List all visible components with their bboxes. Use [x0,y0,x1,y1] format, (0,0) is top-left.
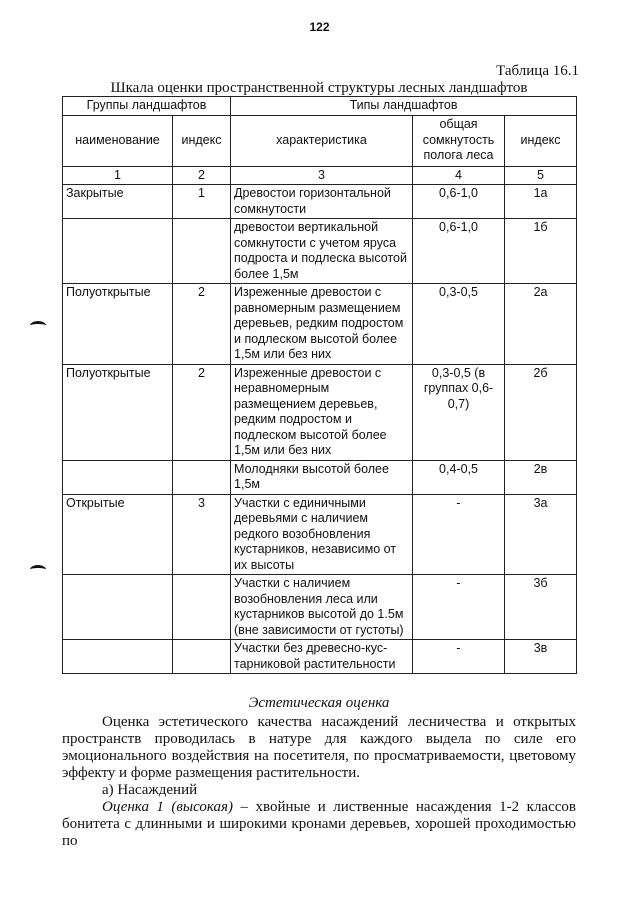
group-index-cell: 1 [173,185,231,219]
paragraph: Оценка эстетического качества насаждений лесничества и открытых пространств проводилась в натуре для каждого выдела по силе его эмоционального воздействия на посетителя, по просматриваемости, цветовому эффекту и форме размещения растительности. [62,714,576,781]
closure-cell: - [413,494,505,575]
header-index: индекс [173,115,231,166]
column-number: 4 [413,166,505,185]
table-label: Таблица 16.1 [496,63,579,79]
characteristic-cell: Изреженные древостои с неравномерным размещением деревьев, редким подростом и подлеском высотой более 1,5м или без них [231,364,413,460]
header-landscape-types: Типы ландшафтов [231,97,577,116]
header-closure: общая сомкнутость полога леса [413,115,505,166]
type-index-cell: 2а [505,284,577,365]
group-index-cell [173,575,231,640]
group-index-cell [173,640,231,674]
table-row [63,575,577,640]
table-column-number-row [63,166,577,185]
group-name-cell [63,640,173,674]
group-name-cell: Полуоткрытые [63,364,173,460]
table-row [63,219,577,284]
table-group-header-row [63,97,577,116]
characteristic-cell: древостои вертикальной сомкнутости с учетом яруса подроста и подлеска высотой более 1,5м [231,219,413,284]
type-index-cell: 2в [505,460,577,494]
table-row [63,185,577,219]
characteristic-cell: Участки с наличием возобновления леса или кустарников высотой до 1.5м (вне зависимости от густоты) [231,575,413,640]
rating-paragraph [62,799,576,850]
characteristic-cell: Древостои горизонтальной сомкнутости [231,185,413,219]
characteristic-cell: Молодняки высотой более 1,5м [231,460,413,494]
type-index-cell: 1б [505,219,577,284]
header-characteristic: характеристика [231,115,413,166]
group-name-cell: Полуоткрытые [63,284,173,365]
closure-cell: 0,3-0,5 (в группах 0,6-0,7) [413,364,505,460]
type-index-cell: 3в [505,640,577,674]
characteristic-cell: Изреженные древостои с равномерным размещением деревьев, редким подростом и подлеском высотой более 1,5м или без них [231,284,413,365]
group-index-cell [173,219,231,284]
body-text [62,695,576,850]
header-type-index: индекс [505,115,577,166]
column-number: 3 [231,166,413,185]
group-name-cell [63,219,173,284]
table-row [63,284,577,365]
landscape-structure-table [62,96,577,674]
section-title: Эстетическая оценка [248,695,390,711]
scan-mark [30,565,46,574]
closure-cell: - [413,640,505,674]
column-number: 1 [63,166,173,185]
rating-text: – хвойные и лиственные насаждения 1-2 классов бонитета с длинными и широкими кронами деревьев, хорошей проходимостью по [62,799,576,849]
group-name-cell [63,460,173,494]
table-column-header-row [63,115,577,166]
characteristic-cell: Участки с единичными деревьями с наличием редкого возобновления кустарников, независимо от их высоты [231,494,413,575]
column-number: 2 [173,166,231,185]
group-index-cell: 2 [173,284,231,365]
rating-label: Оценка 1 (высокая) [102,799,233,815]
page-number: 122 [309,20,330,34]
group-index-cell [173,460,231,494]
group-index-cell: 2 [173,364,231,460]
type-index-cell: 3а [505,494,577,575]
table-row [63,364,577,460]
group-name-cell: Открытые [63,494,173,575]
column-number: 5 [505,166,577,185]
table-row [63,494,577,575]
scan-mark [30,321,46,330]
type-index-cell: 2б [505,364,577,460]
closure-cell: 0,4-0,5 [413,460,505,494]
group-name-cell [63,575,173,640]
type-index-cell: 1а [505,185,577,219]
characteristic-cell: Участки без древесно-кус-тарниковой растительности [231,640,413,674]
group-name-cell: Закрытые [63,185,173,219]
group-index-cell: 3 [173,494,231,575]
header-landscape-groups: Группы ландшафтов [63,97,231,116]
table-row [63,640,577,674]
closure-cell: 0,6-1,0 [413,185,505,219]
table-title: Шкала оценки пространственной структуры лесных ландшафтов [110,80,528,96]
type-index-cell: 3б [505,575,577,640]
closure-cell: 0,3-0,5 [413,284,505,365]
closure-cell: 0,6-1,0 [413,219,505,284]
closure-cell: - [413,575,505,640]
header-name: наименование [63,115,173,166]
table-row [63,460,577,494]
subheading: а) Насаждений [102,782,198,798]
